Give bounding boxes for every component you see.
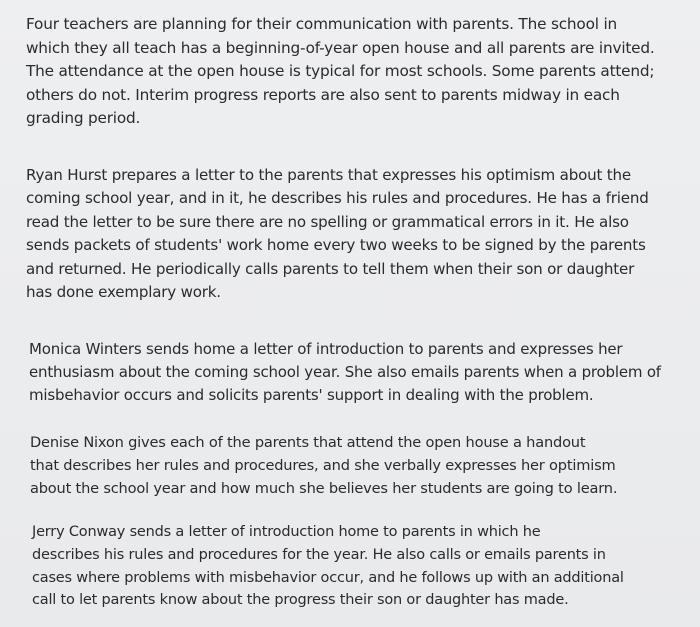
ryan-hurst-paragraph: Ryan Hurst prepares a letter to the parents that expresses his optimism about the coming school year, and in it, he describes his rules and procedures. He has a friend read the letter to be sure there are no spelling or grammatical errors in it. He also sends packets of students' work home every two weeks to be signed by the parents and returned. He periodically calls parents to tell them when their son or daughter has done exemplary work.	[26, 166, 649, 302]
intro-paragraph: Four teachers are planning for their communication with parents. The school in which they all teach has a beginning-of-year open house and all parents are invited. The attendance at the open house is typical for most schools. Some parents attend; others do not. Interim progress reports are also sent to parents midway in each grading period.	[26, 15, 655, 128]
jerry-conway-paragraph: Jerry Conway sends a letter of introduction home to parents in which he describes his rules and procedures for the year. He also calls or emails parents in cases where problems with misbehavior occur, and he follows up with an additional call to let parents know about the progress their son or daughter has made.	[32, 524, 624, 609]
monica-winters-paragraph: Monica Winters sends home a letter of introduction to parents and expresses her enthusiasm about the coming school year. She also emails parents when a problem of misbehavior occurs and solicits parents' support in dealing with the problem.	[29, 340, 661, 405]
denise-nixon-paragraph: Denise Nixon gives each of the parents that attend the open house a handout that describes her rules and procedures, and she verbally expresses her optimism about the school year and how much she believes her students are going to learn.	[30, 434, 618, 497]
